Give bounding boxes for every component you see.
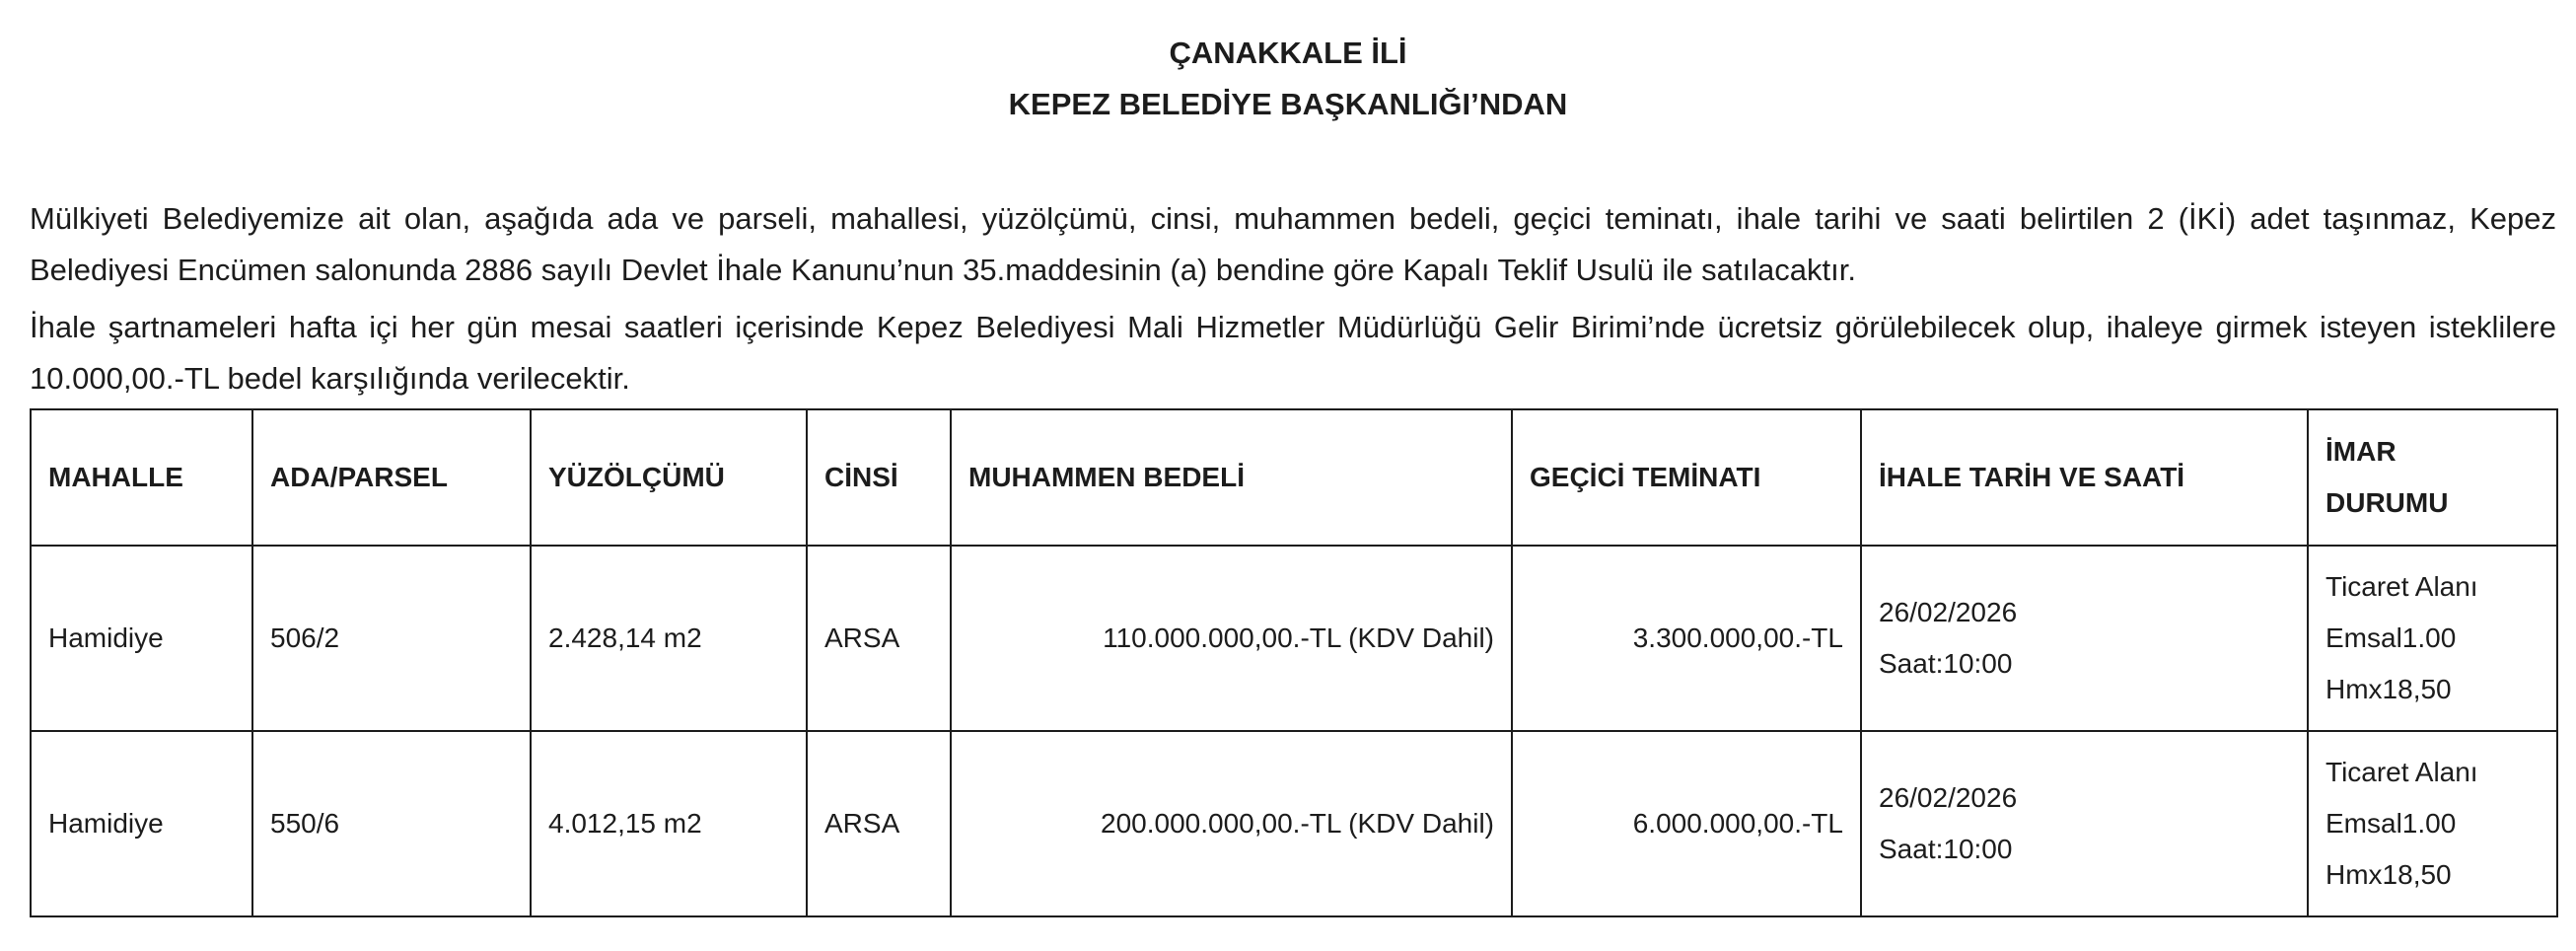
header-imar-line1: İMAR (2326, 436, 2397, 467)
cell-imar-line3: Hmx18,50 (2326, 674, 2452, 704)
cell-ihale-tarih-saati (1861, 731, 2308, 916)
cell-ihale-tarih: 26/02/2026 (1879, 782, 2018, 813)
cell-ada-parsel: 506/2 (252, 546, 531, 731)
cell-ihale-saat: Saat:10:00 (1879, 834, 2013, 864)
header-muhammen-bedeli: MUHAMMEN BEDELİ (951, 409, 1512, 546)
table-row (31, 731, 2557, 916)
cell-imar-line2: Emsal1.00 (2326, 808, 2457, 839)
header-ihale-tarih-saati: İHALE TARİH VE SAATİ (1861, 409, 2308, 546)
cell-ihale-tarih-saati (1861, 546, 2308, 731)
header-gecici-teminati: GEÇİCİ TEMİNATI (1512, 409, 1861, 546)
cell-imar-line1: Ticaret Alanı (2326, 571, 2478, 602)
header-ada-parsel: ADA/PARSEL (252, 409, 531, 546)
cell-imar-line1: Ticaret Alanı (2326, 757, 2478, 787)
cell-ada-parsel: 550/6 (252, 731, 531, 916)
cell-mahalle: Hamidiye (31, 546, 252, 731)
header-cinsi: CİNSİ (807, 409, 951, 546)
header-imar-durumu (2308, 409, 2557, 546)
intro-paragraph: Mülkiyeti Belediyemize ait olan, aşağıda ada ve parseli, mahallesi, yüzölçümü, cinsi, muhammen bedeli, geçici teminatı, ihale tarihi ve saati belirtilen 2 (İKİ) adet taşınmaz, Kepez Belediyesi Encümen salonunda 2886 sayılı Devlet İhale Kanunu’nun 35.maddesinin (a) bendine göre Kapalı Teklif Usulü ile satılacaktır. (30, 201, 2556, 287)
cell-imar-durumu (2308, 731, 2557, 916)
cell-muhammen-bedeli: 200.000.000,00.-TL (KDV Dahil) (951, 731, 1512, 916)
table-header-row (31, 409, 2557, 546)
cell-mahalle: Hamidiye (31, 731, 252, 916)
property-table (30, 408, 2558, 917)
table-row (31, 546, 2557, 731)
cell-imar-line3: Hmx18,50 (2326, 859, 2452, 890)
cell-muhammen-bedeli: 110.000.000,00.-TL (KDV Dahil) (951, 546, 1512, 731)
cell-cinsi: ARSA (807, 731, 951, 916)
cell-gecici-teminati: 6.000.000,00.-TL (1512, 731, 1861, 916)
specification-paragraph: İhale şartnameleri hafta içi her gün mesai saatleri içerisinde Kepez Belediyesi Mali Hizmetler Müdürlüğü Gelir Birimi’nde ücretsiz görülebilecek olup, ihaleye girmek isteyen isteklilere 10.000,00.-TL bedel karşılığında verilecektir. (30, 310, 2556, 396)
cell-yuzolcumu: 2.428,14 m2 (531, 546, 807, 731)
header-imar-line2: DURUMU (2326, 487, 2449, 518)
document-title: ÇANAKKALE İLİ (1169, 36, 1407, 70)
header-yuzolcumu: YÜZÖLÇÜMÜ (531, 409, 807, 546)
header-mahalle: MAHALLE (31, 409, 252, 546)
cell-yuzolcumu: 4.012,15 m2 (531, 731, 807, 916)
document-subtitle: KEPEZ BELEDİYE BAŞKANLIĞI’NDAN (1008, 87, 1568, 121)
cell-imar-durumu (2308, 546, 2557, 731)
cell-gecici-teminati: 3.300.000,00.-TL (1512, 546, 1861, 731)
cell-cinsi: ARSA (807, 546, 951, 731)
cell-ihale-saat: Saat:10:00 (1879, 648, 2013, 679)
cell-imar-line2: Emsal1.00 (2326, 622, 2457, 653)
cell-ihale-tarih: 26/02/2026 (1879, 597, 2018, 627)
